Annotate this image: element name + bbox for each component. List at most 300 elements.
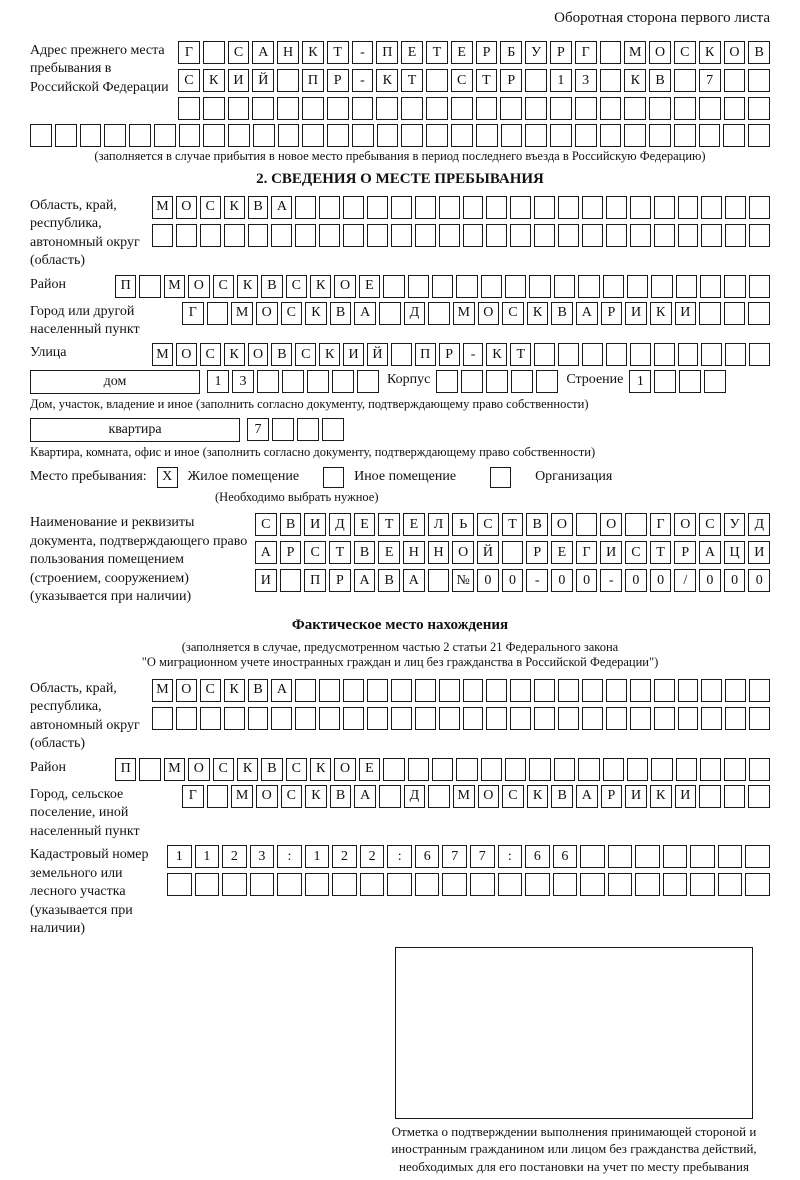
form-cell[interactable] [203, 124, 225, 147]
form-cell[interactable] [379, 302, 401, 325]
form-cell[interactable]: О [256, 302, 278, 325]
form-cell[interactable] [343, 679, 364, 702]
form-cell[interactable] [383, 275, 404, 298]
form-cell[interactable] [500, 97, 522, 120]
form-cell[interactable] [575, 97, 597, 120]
form-cell[interactable]: 0 [724, 569, 746, 592]
form-cell[interactable]: О [724, 41, 746, 64]
form-cell[interactable] [391, 707, 412, 730]
form-cell[interactable] [248, 224, 269, 247]
form-cell[interactable]: Т [650, 541, 672, 564]
form-cell[interactable]: В [330, 302, 352, 325]
form-cell[interactable]: 1 [167, 845, 192, 868]
form-cell[interactable] [663, 845, 688, 868]
form-cell[interactable]: 0 [502, 569, 524, 592]
form-cell[interactable] [387, 873, 412, 896]
form-cell[interactable]: К [237, 275, 258, 298]
form-cell[interactable] [725, 196, 746, 219]
form-cell[interactable] [408, 758, 429, 781]
form-cell[interactable] [463, 196, 484, 219]
form-cell[interactable] [701, 707, 722, 730]
form-cell[interactable] [200, 707, 221, 730]
form-cell[interactable]: В [378, 569, 400, 592]
form-cell[interactable]: Г [182, 785, 204, 808]
form-cell[interactable] [700, 758, 721, 781]
form-cell[interactable]: И [675, 302, 697, 325]
form-cell[interactable] [295, 679, 316, 702]
form-cell[interactable]: 1 [550, 69, 572, 92]
form-cell[interactable]: А [354, 569, 376, 592]
form-cell[interactable] [600, 69, 622, 92]
form-cell[interactable] [332, 873, 357, 896]
form-cell[interactable] [277, 69, 299, 92]
form-cell[interactable]: 2 [360, 845, 385, 868]
form-cell[interactable]: В [280, 513, 302, 536]
form-cell[interactable]: И [625, 302, 647, 325]
form-cell[interactable] [200, 224, 221, 247]
form-cell[interactable] [167, 873, 192, 896]
form-cell[interactable]: К [203, 69, 225, 92]
form-cell[interactable] [558, 707, 579, 730]
form-cell[interactable]: О [176, 196, 197, 219]
form-cell[interactable] [367, 679, 388, 702]
form-cell[interactable] [415, 873, 440, 896]
form-cell[interactable] [401, 97, 423, 120]
form-cell[interactable]: С [625, 541, 647, 564]
form-cell[interactable] [718, 845, 743, 868]
form-cell[interactable] [179, 124, 201, 147]
form-cell[interactable] [699, 124, 721, 147]
form-cell[interactable] [272, 418, 294, 441]
form-cell[interactable]: С [304, 541, 326, 564]
form-cell[interactable] [253, 124, 275, 147]
form-cell[interactable]: П [376, 41, 398, 64]
form-cell[interactable] [749, 224, 770, 247]
form-cell[interactable] [627, 758, 648, 781]
form-cell[interactable]: П [302, 69, 324, 92]
form-cell[interactable]: Л [428, 513, 450, 536]
form-cell[interactable]: Т [378, 513, 400, 536]
form-cell[interactable]: А [271, 196, 292, 219]
form-cell[interactable]: Ц [724, 541, 746, 564]
form-cell[interactable] [630, 679, 651, 702]
form-cell[interactable]: - [600, 569, 622, 592]
form-cell[interactable] [297, 418, 319, 441]
form-cell[interactable]: О [188, 275, 209, 298]
form-cell[interactable]: А [354, 302, 376, 325]
form-cell[interactable]: Р [674, 541, 696, 564]
form-cell[interactable] [408, 275, 429, 298]
stay-option-other-checkbox[interactable] [323, 467, 344, 488]
form-cell[interactable]: Г [575, 41, 597, 64]
form-cell[interactable] [678, 196, 699, 219]
form-cell[interactable] [322, 418, 344, 441]
form-cell[interactable] [305, 873, 330, 896]
form-cell[interactable]: В [261, 275, 282, 298]
form-cell[interactable] [654, 679, 675, 702]
form-cell[interactable]: 2 [222, 845, 247, 868]
form-cell[interactable]: С [281, 785, 303, 808]
form-cell[interactable]: Е [451, 41, 473, 64]
form-cell[interactable] [154, 124, 176, 147]
form-cell[interactable]: М [152, 196, 173, 219]
form-cell[interactable] [674, 124, 696, 147]
form-cell[interactable] [608, 845, 633, 868]
form-cell[interactable]: 3 [575, 69, 597, 92]
form-cell[interactable] [451, 124, 473, 147]
form-cell[interactable] [510, 224, 531, 247]
form-cell[interactable]: В [354, 541, 376, 564]
form-cell[interactable] [701, 343, 722, 366]
form-cell[interactable] [456, 275, 477, 298]
form-cell[interactable] [678, 224, 699, 247]
form-cell[interactable] [649, 124, 671, 147]
form-cell[interactable] [749, 679, 770, 702]
form-cell[interactable]: К [624, 69, 646, 92]
form-cell[interactable] [391, 196, 412, 219]
form-cell[interactable] [379, 785, 401, 808]
form-cell[interactable]: А [403, 569, 425, 592]
form-cell[interactable] [525, 873, 550, 896]
form-cell[interactable]: Т [401, 69, 423, 92]
form-cell[interactable] [600, 124, 622, 147]
form-cell[interactable]: С [213, 275, 234, 298]
form-cell[interactable] [608, 873, 633, 896]
form-cell[interactable]: Р [601, 785, 623, 808]
form-cell[interactable]: П [415, 343, 436, 366]
form-cell[interactable]: Е [359, 758, 380, 781]
form-cell[interactable] [724, 275, 745, 298]
form-cell[interactable] [352, 124, 374, 147]
form-cell[interactable]: 7 [442, 845, 467, 868]
form-cell[interactable]: С [200, 679, 221, 702]
form-cell[interactable]: 6 [415, 845, 440, 868]
form-cell[interactable]: 0 [477, 569, 499, 592]
form-cell[interactable] [627, 275, 648, 298]
form-cell[interactable] [476, 97, 498, 120]
form-cell[interactable]: 2 [332, 845, 357, 868]
form-cell[interactable] [678, 707, 699, 730]
form-cell[interactable] [678, 343, 699, 366]
form-cell[interactable]: О [551, 513, 573, 536]
form-cell[interactable]: В [330, 785, 352, 808]
form-cell[interactable]: 1 [195, 845, 220, 868]
form-cell[interactable]: К [305, 785, 327, 808]
form-cell[interactable] [367, 707, 388, 730]
form-cell[interactable]: Е [401, 41, 423, 64]
form-cell[interactable]: К [224, 196, 245, 219]
form-cell[interactable] [534, 707, 555, 730]
form-cell[interactable] [486, 224, 507, 247]
form-cell[interactable] [439, 224, 460, 247]
form-cell[interactable]: К [224, 343, 245, 366]
form-cell[interactable] [391, 679, 412, 702]
form-cell[interactable]: Р [327, 69, 349, 92]
form-cell[interactable] [529, 758, 550, 781]
form-cell[interactable]: С [200, 343, 221, 366]
form-cell[interactable] [415, 224, 436, 247]
form-cell[interactable] [252, 97, 274, 120]
form-cell[interactable]: К [302, 41, 324, 64]
form-cell[interactable] [678, 679, 699, 702]
form-cell[interactable] [295, 707, 316, 730]
form-cell[interactable] [536, 370, 558, 393]
stay-option-residential-checkbox[interactable]: X [157, 467, 178, 488]
form-cell[interactable] [486, 707, 507, 730]
form-cell[interactable]: С [295, 343, 316, 366]
form-cell[interactable] [428, 569, 450, 592]
form-cell[interactable]: С [286, 275, 307, 298]
form-cell[interactable] [307, 370, 329, 393]
form-cell[interactable]: К [310, 758, 331, 781]
form-cell[interactable]: С [477, 513, 499, 536]
form-cell[interactable]: К [224, 679, 245, 702]
form-cell[interactable] [679, 370, 701, 393]
form-cell[interactable] [725, 224, 746, 247]
form-cell[interactable] [724, 758, 745, 781]
form-cell[interactable] [725, 343, 746, 366]
form-cell[interactable]: В [248, 196, 269, 219]
form-cell[interactable]: И [343, 343, 364, 366]
form-cell[interactable]: 0 [699, 569, 721, 592]
form-cell[interactable]: С [200, 196, 221, 219]
form-cell[interactable] [550, 97, 572, 120]
form-cell[interactable]: О [248, 343, 269, 366]
form-cell[interactable]: Е [359, 275, 380, 298]
form-cell[interactable] [651, 758, 672, 781]
form-cell[interactable] [550, 124, 572, 147]
form-cell[interactable]: Р [476, 41, 498, 64]
form-cell[interactable] [327, 124, 349, 147]
form-cell[interactable] [426, 97, 448, 120]
form-cell[interactable] [654, 196, 675, 219]
form-cell[interactable]: С [699, 513, 721, 536]
form-cell[interactable] [558, 196, 579, 219]
form-cell[interactable] [352, 97, 374, 120]
form-cell[interactable]: О [176, 679, 197, 702]
form-cell[interactable] [280, 569, 302, 592]
form-cell[interactable] [377, 124, 399, 147]
form-cell[interactable] [391, 224, 412, 247]
form-cell[interactable]: К [650, 302, 672, 325]
form-cell[interactable]: 0 [625, 569, 647, 592]
form-cell[interactable]: И [625, 785, 647, 808]
form-cell[interactable]: - [526, 569, 548, 592]
form-cell[interactable] [470, 873, 495, 896]
form-cell[interactable] [534, 343, 555, 366]
form-cell[interactable] [426, 124, 448, 147]
form-cell[interactable] [654, 343, 675, 366]
form-cell[interactable] [481, 758, 502, 781]
form-cell[interactable]: М [453, 785, 475, 808]
form-cell[interactable] [228, 97, 250, 120]
form-cell[interactable] [436, 370, 458, 393]
form-cell[interactable] [501, 124, 523, 147]
form-cell[interactable]: У [724, 513, 746, 536]
form-cell[interactable] [606, 679, 627, 702]
form-cell[interactable] [600, 97, 622, 120]
form-cell[interactable]: В [261, 758, 282, 781]
form-cell[interactable]: А [252, 41, 274, 64]
form-cell[interactable] [578, 275, 599, 298]
form-cell[interactable] [248, 707, 269, 730]
form-cell[interactable]: О [334, 758, 355, 781]
form-cell[interactable]: О [478, 785, 500, 808]
form-cell[interactable] [176, 224, 197, 247]
form-cell[interactable] [295, 196, 316, 219]
form-cell[interactable] [439, 196, 460, 219]
form-cell[interactable] [80, 124, 102, 147]
form-cell[interactable]: А [576, 785, 598, 808]
form-cell[interactable]: - [352, 69, 374, 92]
form-cell[interactable] [367, 224, 388, 247]
form-cell[interactable]: А [271, 679, 292, 702]
form-cell[interactable] [749, 758, 770, 781]
form-cell[interactable] [332, 370, 354, 393]
form-cell[interactable]: Т [502, 513, 524, 536]
form-cell[interactable]: О [452, 541, 474, 564]
form-cell[interactable] [250, 873, 275, 896]
form-cell[interactable]: С [281, 302, 303, 325]
form-cell[interactable] [357, 370, 379, 393]
form-cell[interactable]: Е [403, 513, 425, 536]
form-cell[interactable]: 7 [699, 69, 721, 92]
form-cell[interactable] [699, 785, 721, 808]
form-cell[interactable]: 1 [629, 370, 651, 393]
form-cell[interactable] [510, 679, 531, 702]
form-cell[interactable]: О [188, 758, 209, 781]
form-cell[interactable] [383, 758, 404, 781]
form-cell[interactable]: Т [327, 41, 349, 64]
form-cell[interactable] [228, 124, 250, 147]
form-cell[interactable] [319, 707, 340, 730]
form-cell[interactable]: С [286, 758, 307, 781]
form-cell[interactable] [277, 97, 299, 120]
form-cell[interactable]: Р [280, 541, 302, 564]
form-cell[interactable]: : [277, 845, 302, 868]
form-cell[interactable]: 3 [250, 845, 275, 868]
form-cell[interactable]: К [527, 785, 549, 808]
form-cell[interactable]: В [551, 302, 573, 325]
form-cell[interactable]: А [699, 541, 721, 564]
form-cell[interactable] [203, 97, 225, 120]
form-cell[interactable]: С [451, 69, 473, 92]
form-cell[interactable] [505, 275, 526, 298]
form-cell[interactable]: И [304, 513, 326, 536]
form-cell[interactable] [690, 845, 715, 868]
form-cell[interactable]: М [164, 758, 185, 781]
form-cell[interactable] [277, 873, 302, 896]
form-cell[interactable] [701, 679, 722, 702]
form-cell[interactable] [139, 275, 160, 298]
form-cell[interactable] [635, 845, 660, 868]
form-cell[interactable]: С [228, 41, 250, 64]
form-cell[interactable] [534, 224, 555, 247]
form-cell[interactable]: М [164, 275, 185, 298]
form-cell[interactable] [748, 785, 770, 808]
form-cell[interactable]: К [319, 343, 340, 366]
form-cell[interactable] [745, 873, 770, 896]
form-cell[interactable] [319, 224, 340, 247]
form-cell[interactable]: И [255, 569, 277, 592]
form-cell[interactable]: Б [500, 41, 522, 64]
form-cell[interactable] [510, 707, 531, 730]
form-cell[interactable] [606, 343, 627, 366]
form-cell[interactable] [367, 196, 388, 219]
form-cell[interactable] [582, 224, 603, 247]
form-cell[interactable] [426, 69, 448, 92]
form-cell[interactable] [748, 124, 770, 147]
form-cell[interactable]: Т [426, 41, 448, 64]
form-cell[interactable] [674, 69, 696, 92]
form-cell[interactable] [580, 845, 605, 868]
form-cell[interactable] [55, 124, 77, 147]
form-cell[interactable] [282, 370, 304, 393]
form-cell[interactable] [554, 275, 575, 298]
form-cell[interactable] [376, 97, 398, 120]
form-cell[interactable]: И [228, 69, 250, 92]
form-cell[interactable]: 0 [576, 569, 598, 592]
form-cell[interactable] [439, 707, 460, 730]
form-cell[interactable] [724, 302, 746, 325]
form-cell[interactable] [624, 124, 646, 147]
form-cell[interactable] [748, 302, 770, 325]
form-cell[interactable]: П [115, 275, 136, 298]
form-cell[interactable]: Е [354, 513, 376, 536]
form-cell[interactable] [630, 196, 651, 219]
form-cell[interactable]: Т [476, 69, 498, 92]
form-cell[interactable] [510, 196, 531, 219]
form-cell[interactable] [401, 124, 423, 147]
form-cell[interactable]: К [376, 69, 398, 92]
form-cell[interactable] [502, 541, 524, 564]
form-cell[interactable]: К [486, 343, 507, 366]
form-cell[interactable]: М [152, 679, 173, 702]
form-cell[interactable]: Р [439, 343, 460, 366]
form-cell[interactable]: 0 [650, 569, 672, 592]
form-cell[interactable] [558, 343, 579, 366]
form-cell[interactable] [630, 224, 651, 247]
form-cell[interactable] [724, 69, 746, 92]
form-cell[interactable]: Й [252, 69, 274, 92]
form-cell[interactable]: О [649, 41, 671, 64]
form-cell[interactable]: Д [329, 513, 351, 536]
form-cell[interactable] [428, 785, 450, 808]
form-cell[interactable] [257, 370, 279, 393]
form-cell[interactable]: Е [551, 541, 573, 564]
form-cell[interactable] [529, 275, 550, 298]
form-cell[interactable]: 7 [470, 845, 495, 868]
form-cell[interactable] [343, 707, 364, 730]
form-cell[interactable] [486, 196, 507, 219]
form-cell[interactable]: Н [428, 541, 450, 564]
form-cell[interactable]: Г [178, 41, 200, 64]
form-cell[interactable]: К [527, 302, 549, 325]
form-cell[interactable] [481, 275, 502, 298]
form-cell[interactable] [195, 873, 220, 896]
form-cell[interactable] [439, 679, 460, 702]
form-cell[interactable] [575, 124, 597, 147]
form-cell[interactable]: О [256, 785, 278, 808]
form-cell[interactable]: Р [550, 41, 572, 64]
form-cell[interactable] [748, 69, 770, 92]
form-cell[interactable] [635, 873, 660, 896]
form-cell[interactable]: С [213, 758, 234, 781]
form-cell[interactable]: 0 [551, 569, 573, 592]
form-cell[interactable] [701, 196, 722, 219]
form-cell[interactable] [582, 343, 603, 366]
form-cell[interactable]: П [115, 758, 136, 781]
